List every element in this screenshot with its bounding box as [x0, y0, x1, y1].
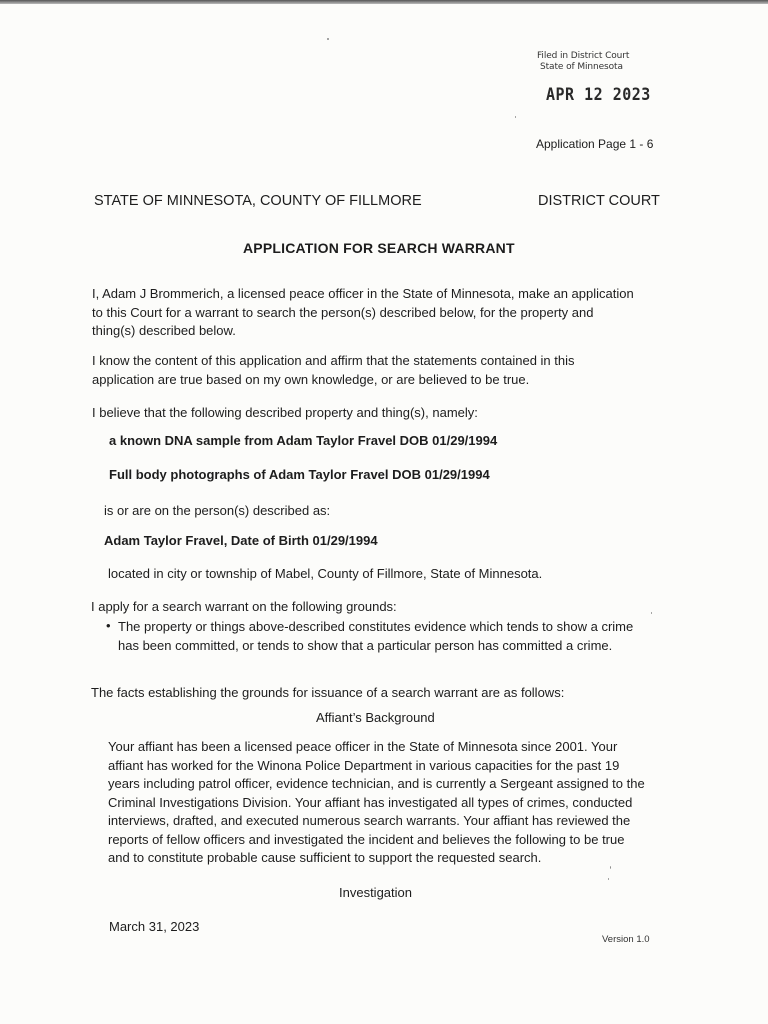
intro-paragraph: [92, 285, 634, 341]
affirmation-paragraph: [92, 352, 575, 389]
footer-version: Version 1.0: [602, 934, 650, 945]
document-title: APPLICATION FOR SEARCH WARRANT: [243, 240, 515, 256]
person-description: Adam Taylor Fravel, Date of Birth 01/29/1994: [104, 533, 378, 548]
section-heading-investigation: Investigation: [339, 885, 412, 900]
bullet-marker: •: [106, 618, 111, 633]
background-paragraph: [108, 738, 645, 868]
footer-date: March 31, 2023: [109, 919, 200, 934]
belief-statement: I believe that the following described property and thing(s), namely:: [92, 405, 478, 420]
intro-line: I, Adam J Brommerich, a licensed peace officer in the State of Minnesota, make an application: [92, 286, 634, 301]
background-line: Criminal Investigations Division. Your affiant has investigated all types of crimes, conducted: [108, 794, 633, 810]
filing-stamp-date: APR 12 2023: [546, 84, 651, 105]
property-item-dna: a known DNA sample from Adam Taylor Fravel DOB 01/29/1994: [109, 433, 498, 448]
location-statement: located in city or township of Mabel, County of Fillmore, State of Minnesota.: [108, 566, 543, 581]
background-line: reports of fellow officers and investigated the incident and believes the following to be true: [108, 831, 625, 847]
filing-stamp-line-1: Filed in District Court: [537, 51, 630, 61]
grounds-intro: I apply for a search warrant on the following grounds:: [91, 599, 397, 614]
section-heading-background: Affiant’s Background: [316, 710, 435, 725]
grounds-line: The property or things above-described constitutes evidence which tends to show a crime: [118, 619, 634, 634]
page-reference: Application Page 1 - 6: [536, 137, 654, 151]
background-line: years including patrol officer, evidence technician, and is currently a Sergeant assigned to the: [108, 776, 645, 791]
intro-line: thing(s) described below.: [92, 323, 236, 338]
court-header-left: STATE OF MINNESOTA, COUNTY OF FILLMORE: [94, 193, 422, 209]
intro-line: to this Court for a warrant to search the person(s) described below, for the property and: [92, 304, 594, 320]
scan-speck: [515, 116, 516, 118]
affirm-line: application are true based on my own knowledge, or are believed to be true.: [92, 371, 530, 387]
affirm-line: I know the content of this application and affirm that the statements contained in this: [92, 353, 575, 368]
scan-speck: [608, 878, 609, 880]
property-item-photos: Full body photographs of Adam Taylor Fravel DOB 01/29/1994: [109, 467, 490, 482]
court-header-right: DISTRICT COURT: [538, 193, 660, 209]
grounds-bullet-text: [118, 618, 633, 655]
scan-speck: [610, 866, 611, 869]
scan-speck: [327, 38, 329, 40]
filing-stamp-line-2: State of Minnesota: [540, 62, 623, 72]
on-person-statement: is or are on the person(s) described as:: [104, 503, 331, 518]
scan-top-edge: [0, 0, 768, 4]
background-line: Your affiant has been a licensed peace officer in the State of Minnesota since 2001. Your: [108, 739, 618, 754]
background-line: affiant has worked for the Winona Police Department in various capacities for the past 19: [108, 757, 620, 773]
grounds-line: has been committed, or tends to show that a particular person has committed a crime.: [118, 637, 613, 653]
background-line: interviews, drafted, and executed numerous search warrants. Your affiant has reviewed the: [108, 813, 631, 828]
background-line: and to constitute probable cause sufficient to support the requested search.: [108, 850, 542, 865]
facts-intro: The facts establishing the grounds for issuance of a search warrant are as follows:: [91, 685, 565, 700]
scan-speck: [651, 612, 652, 614]
